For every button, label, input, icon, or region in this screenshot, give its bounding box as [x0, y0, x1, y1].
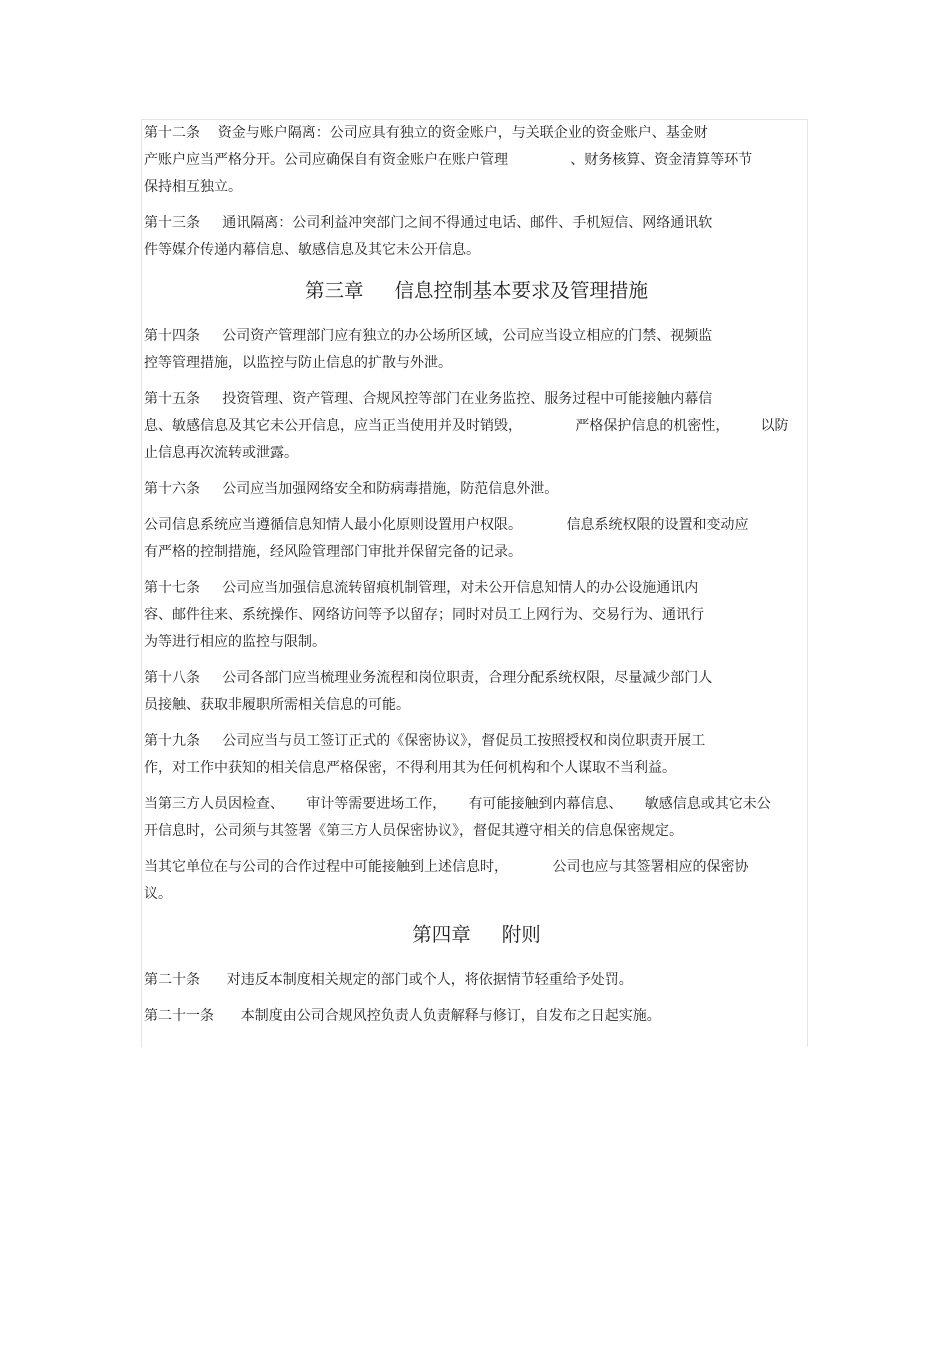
- paragraph-line: 第二十条 对违反本制度相关规定的部门或个人，将依据情节轻重给予处罚。: [144, 972, 633, 988]
- paragraph-line: 公司信息系统应当遵循信息知情人最小化原则设置用户权限。 信息系统权限的设置和变动应: [144, 517, 749, 533]
- paragraph-line: 止信息再次流转或泄露。: [144, 445, 298, 461]
- paragraph-line: 开信息时，公司须与其签署《第三方人员保密协议》，督促其遵守相关的信息保密规定。: [144, 823, 683, 839]
- article-paragraph: [144, 476, 809, 503]
- paragraph-line: 当其它单位在与公司的合作过程中可能接触到上述信息时， 公司也应与其签署相应的保密协: [144, 859, 749, 875]
- chapter-3-heading: 第三章 信息控制基本要求及管理措施: [305, 279, 648, 302]
- section-chapter3: [144, 323, 809, 908]
- article-paragraph: [144, 854, 809, 908]
- paragraph-line: 保持相互独立。: [144, 179, 242, 195]
- paragraph-line: 当第三方人员因检查、 审计等需要进场工作， 有可能接触到内幕信息、 敏感信息或其它未公: [144, 796, 771, 812]
- paragraph-line: 第二十一条 本制度由公司合规风控负责人负责解释与修订，自发布之日起实施。: [144, 1008, 661, 1024]
- paragraph-line: 第十七条 公司应当加强信息流转留痕机制管理，对未公开信息知情人的办公设施通讯内: [144, 580, 699, 596]
- section-chapter4: [144, 967, 809, 1030]
- document-body: [144, 120, 809, 1039]
- article-paragraph: [144, 512, 809, 566]
- paragraph-line: 有严格的控制措施，经风险管理部门审批并保留完备的记录。: [144, 544, 522, 560]
- paragraph-line: 产账户应当严格分开。公司应确保自有资金账户在账户管理 、财务核算、资金清算等环节: [144, 152, 753, 168]
- article-paragraph: [144, 575, 809, 656]
- paragraph-line: 议。: [144, 886, 172, 902]
- paragraph-line: 作，对工作中获知的相关信息严格保密，不得利用其为任何机构和个人谋取不当利益。: [144, 760, 676, 776]
- paragraph-line: 第十八条 公司各部门应当梳理业务流程和岗位职责，合理分配系统权限，尽量减少部门人: [144, 670, 713, 686]
- article-paragraph: [144, 210, 809, 264]
- paragraph-line: 第十二条 资金与账户隔离：公司应具有独立的资金账户，与关联企业的资金账户、基金财: [144, 125, 708, 141]
- paragraph-line: 息、敏感信息及其它未公开信息，应当正当使用并及时销毁， 严格保护信息的机密性， 以防: [144, 418, 789, 434]
- paragraph-line: 第十九条 公司应当与员工签订正式的《保密协议》，督促员工按照授权和岗位职责开展工: [144, 733, 706, 749]
- paragraph-line: 第十五条 投资管理、资产管理、合规风控等部门在业务监控、服务过程中可能接触内幕信: [144, 391, 713, 407]
- paragraph-line: 容、邮件往来、系统操作、网络访问等予以留存；同时对员工上网行为、交易行为、通讯行: [144, 607, 704, 623]
- article-paragraph: [144, 728, 809, 782]
- article-paragraph: [144, 967, 809, 994]
- paragraph-line: 第十四条 公司资产管理部门应有独立的办公场所区域，公司应当设立相应的门禁、视频监: [144, 328, 713, 344]
- paragraph-line: 员接触、获取非履职所需相关信息的可能。: [144, 697, 410, 713]
- paragraph-line: 件等媒介传递内幕信息、敏感信息及其它未公开信息。: [144, 242, 480, 258]
- paragraph-line: 第十六条 公司应当加强网络安全和防病毒措施，防范信息外泄。: [144, 481, 559, 497]
- paragraph-line: 第十三条 通讯隔离：公司利益冲突部门之间不得通过电话、邮件、手机短信、网络通讯软: [144, 215, 713, 231]
- article-paragraph: [144, 665, 809, 719]
- paragraph-line: 控等管理措施，以监控与防止信息的扩散与外泄。: [144, 355, 452, 371]
- article-paragraph: [144, 323, 809, 377]
- section-chapter2-tail: [144, 120, 809, 264]
- article-paragraph: [144, 1003, 809, 1030]
- chapter-4-heading: 第四章 附则: [412, 923, 541, 946]
- article-paragraph: [144, 386, 809, 467]
- article-paragraph: [144, 791, 809, 845]
- paragraph-line: 为等进行相应的监控与限制。: [144, 634, 326, 650]
- article-paragraph: [144, 120, 809, 201]
